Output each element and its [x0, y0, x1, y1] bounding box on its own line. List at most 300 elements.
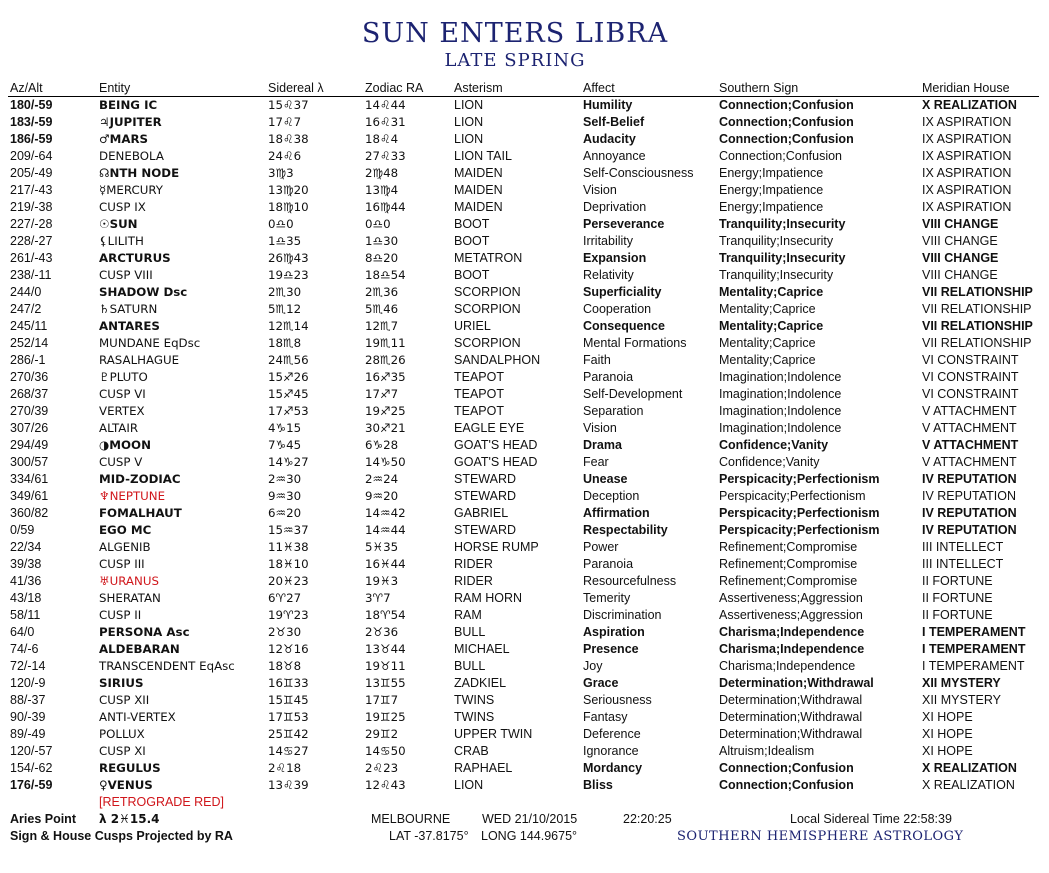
table-row	[8, 760, 1048, 777]
cell-southern-sign: Perspicacity;Perfectionism	[719, 523, 880, 537]
cell-zodiac-ra: 2♍48	[365, 166, 399, 180]
aries-point-value: λ 2♓15.4	[99, 812, 160, 826]
cell-sidereal-longitude: 5♏12	[268, 302, 302, 316]
retrograde-legend: [RETROGRADE RED]	[99, 795, 225, 809]
cell-asterism: URIEL	[454, 319, 491, 333]
cell-southern-sign: Tranquility;Insecurity	[719, 217, 846, 231]
cell-sidereal-longitude: 7♑45	[268, 438, 302, 452]
cell-asterism: SCORPION	[454, 336, 521, 350]
cell-entity: ◑MOON	[99, 438, 151, 452]
cell-sidereal-longitude: 6♒20	[268, 506, 302, 520]
cell-entity: ANTARES	[99, 319, 160, 333]
cell-entity: POLLUX	[99, 727, 145, 741]
cell-sidereal-longitude: 6♈27	[268, 591, 302, 605]
cell-meridian-house: IX ASPIRATION	[922, 200, 1012, 214]
cell-meridian-house: III INTELLECT	[922, 557, 1004, 571]
cell-sidereal-longitude: 0♎0	[268, 217, 294, 231]
cell-sidereal-longitude: 2♒30	[268, 472, 302, 486]
table-row	[8, 148, 1048, 165]
cell-sidereal-longitude: 15♊45	[268, 693, 309, 707]
cell-entity: ☿MERCURY	[99, 183, 164, 197]
cell-affect: Irritability	[583, 234, 634, 248]
cell-entity: ☉SUN	[99, 217, 138, 231]
table-row	[8, 488, 1048, 505]
cell-az-alt: 261/-43	[10, 251, 53, 265]
cell-asterism: STEWARD	[454, 523, 517, 537]
cell-az-alt: 74/-6	[10, 642, 39, 656]
cell-meridian-house: X REALIZATION	[922, 761, 1017, 775]
cell-affect: Ignorance	[583, 744, 639, 758]
column-header-meridian-house: Meridian House	[922, 81, 1010, 95]
cell-zodiac-ra: 5♓35	[365, 540, 399, 554]
cell-entity: ♂MARS	[99, 132, 149, 146]
cell-entity: SHERATAN	[99, 591, 161, 605]
cell-affect: Deception	[583, 489, 640, 503]
cell-affect: Aspiration	[583, 625, 645, 639]
cell-southern-sign: Assertiveness;Aggression	[719, 591, 863, 605]
cell-southern-sign: Energy;Impatience	[719, 166, 824, 180]
cell-affect: Paranoia	[583, 370, 634, 384]
cell-meridian-house: VIII CHANGE	[922, 217, 999, 231]
cell-az-alt: 180/-59	[10, 98, 53, 112]
cell-az-alt: 186/-59	[10, 132, 53, 146]
cell-sidereal-longitude: 18♌38	[268, 132, 309, 146]
cell-affect: Cooperation	[583, 302, 652, 316]
cell-zodiac-ra: 27♌33	[365, 149, 406, 163]
cell-affect: Superficiality	[583, 285, 662, 299]
cell-sidereal-longitude: 19♈23	[268, 608, 309, 622]
column-header-sidereal: Sidereal λ	[268, 81, 324, 95]
table-row	[8, 165, 1048, 182]
table-row	[8, 369, 1048, 386]
cell-southern-sign: Charisma;Independence	[719, 659, 856, 673]
cell-southern-sign: Connection;Confusion	[719, 98, 854, 112]
cell-sidereal-longitude: 15♐45	[268, 387, 309, 401]
cell-az-alt: 360/82	[10, 506, 49, 520]
cell-entity: ALGENIB	[99, 540, 151, 554]
cell-affect: Power	[583, 540, 619, 554]
longitude: LONG 144.9675°	[481, 829, 578, 843]
cell-southern-sign: Tranquility;Insecurity	[719, 251, 846, 265]
cell-zodiac-ra: 16♌31	[365, 115, 406, 129]
cell-meridian-house: VI CONSTRAINT	[922, 387, 1019, 401]
cell-meridian-house: V ATTACHMENT	[922, 404, 1017, 418]
cell-affect: Resourcefulness	[583, 574, 677, 588]
table-row	[8, 692, 1048, 709]
cell-asterism: TEAPOT	[454, 387, 505, 401]
cell-southern-sign: Connection;Confusion	[719, 778, 854, 792]
cell-southern-sign: Connection;Confusion	[719, 115, 854, 129]
cell-entity: CUSP IX	[99, 200, 146, 214]
cell-meridian-house: VII RELATIONSHIP	[922, 285, 1033, 299]
cell-entity: TRANSCENDENT EqAsc	[99, 659, 235, 673]
cell-az-alt: 217/-43	[10, 183, 53, 197]
cell-zodiac-ra: 28♏26	[365, 353, 406, 367]
cell-affect: Relativity	[583, 268, 634, 282]
table-row	[8, 437, 1048, 454]
table-row	[8, 471, 1048, 488]
aries-point-label: Aries Point	[10, 812, 76, 826]
cell-asterism: BOOT	[454, 217, 490, 231]
cell-entity: SHADOW Dsc	[99, 285, 188, 299]
cell-sidereal-longitude: 26♍43	[268, 251, 309, 265]
column-header-affect: Affect	[583, 81, 615, 95]
cell-meridian-house: VIII CHANGE	[922, 268, 998, 282]
cell-sidereal-longitude: 24♌6	[268, 149, 302, 163]
cell-asterism: LION TAIL	[454, 149, 512, 163]
cell-sidereal-longitude: 17♐53	[268, 404, 309, 418]
table-row	[8, 301, 1048, 318]
cell-sidereal-longitude: 3♍3	[268, 166, 294, 180]
cell-az-alt: 247/2	[10, 302, 42, 316]
cell-affect: Mental Formations	[583, 336, 687, 350]
cell-zodiac-ra: 8♎20	[365, 251, 399, 265]
cell-az-alt: 245/11	[10, 319, 48, 333]
column-header-asterism: Asterism	[454, 81, 503, 95]
table-row	[8, 420, 1048, 437]
cell-asterism: BOOT	[454, 268, 490, 282]
cell-southern-sign: Altruism;Idealism	[719, 744, 815, 758]
table-row	[8, 726, 1048, 743]
cell-sidereal-longitude: 17♌7	[268, 115, 302, 129]
cell-southern-sign: Connection;Confusion	[719, 149, 842, 163]
cell-southern-sign: Imagination;Indolence	[719, 387, 842, 401]
cell-sidereal-longitude: 2♉30	[268, 625, 302, 639]
table-row	[8, 403, 1048, 420]
cell-affect: Joy	[583, 659, 603, 673]
column-header-zodiac-ra: Zodiac RA	[365, 81, 424, 95]
cell-entity: CUSP VIII	[99, 268, 153, 282]
table-row	[8, 641, 1048, 658]
table-row	[8, 267, 1048, 284]
cell-az-alt: 238/-11	[10, 268, 52, 282]
cell-sidereal-longitude: 13♌39	[268, 778, 309, 792]
cell-zodiac-ra: 18♌4	[365, 132, 399, 146]
table-row	[8, 97, 1048, 114]
column-header-southern-sign: Southern Sign	[719, 81, 799, 95]
table-row	[8, 335, 1048, 352]
table-row	[8, 114, 1048, 131]
table-row	[8, 607, 1048, 624]
cell-affect: Temerity	[583, 591, 631, 605]
cell-affect: Deference	[583, 727, 641, 741]
cell-affect: Faith	[583, 353, 611, 367]
table-row	[8, 284, 1048, 301]
cell-asterism: MAIDEN	[454, 200, 503, 214]
cell-zodiac-ra: 1♎30	[365, 234, 399, 248]
cell-meridian-house: X REALIZATION	[922, 778, 1015, 792]
cell-affect: Bliss	[583, 778, 613, 792]
cell-affect: Expansion	[583, 251, 647, 265]
cell-meridian-house: V ATTACHMENT	[922, 438, 1019, 452]
cell-asterism: RAM	[454, 608, 482, 622]
cell-entity: BEING IC	[99, 98, 158, 112]
cell-asterism: LION	[454, 132, 484, 146]
cell-affect: Vision	[583, 421, 617, 435]
cell-meridian-house: VIII CHANGE	[922, 251, 999, 265]
cell-asterism: BOOT	[454, 234, 490, 248]
cell-meridian-house: IV REPUTATION	[922, 523, 1017, 537]
cell-sidereal-longitude: 18♍10	[268, 200, 309, 214]
cell-zodiac-ra: 19♐25	[365, 404, 406, 418]
cell-southern-sign: Refinement;Compromise	[719, 574, 858, 588]
cell-zodiac-ra: 9♒20	[365, 489, 399, 503]
cell-asterism: LION	[454, 778, 484, 792]
cell-southern-sign: Perspicacity;Perfectionism	[719, 489, 866, 503]
cell-asterism: MICHAEL	[454, 642, 510, 656]
cell-az-alt: 209/-64	[10, 149, 53, 163]
cell-zodiac-ra: 12♌43	[365, 778, 406, 792]
table-header	[8, 81, 1039, 97]
cell-sidereal-longitude: 12♉16	[268, 642, 309, 656]
cell-az-alt: 88/-37	[10, 693, 46, 707]
cell-entity: ⚸LILITH	[99, 234, 144, 248]
column-header-az-alt: Az/Alt	[10, 81, 43, 95]
cell-meridian-house: V ATTACHMENT	[922, 455, 1017, 469]
cell-az-alt: 307/26	[10, 421, 49, 435]
cell-sidereal-longitude: 2♌18	[268, 761, 302, 775]
cell-southern-sign: Mentality;Caprice	[719, 302, 816, 316]
cell-sidereal-longitude: 1♎35	[268, 234, 302, 248]
table-row	[8, 590, 1048, 607]
cell-sidereal-longitude: 20♓23	[268, 574, 309, 588]
cell-zodiac-ra: 17♐7	[365, 387, 399, 401]
table-row	[8, 522, 1048, 539]
cell-az-alt: 219/-38	[10, 200, 53, 214]
cell-affect: Audacity	[583, 132, 636, 146]
cell-az-alt: 334/61	[10, 472, 49, 486]
cell-asterism: TWINS	[454, 693, 495, 707]
cell-entity: VERTEX	[99, 404, 145, 418]
cell-affect: Discrimination	[583, 608, 662, 622]
table-row	[8, 352, 1048, 369]
cell-zodiac-ra: 2♉36	[365, 625, 399, 639]
cell-southern-sign: Imagination;Indolence	[719, 421, 842, 435]
cell-zodiac-ra: 2♌23	[365, 761, 399, 775]
cell-sidereal-longitude: 15♒37	[268, 523, 309, 537]
ephemeris-table	[8, 97, 1048, 794]
cell-affect: Self-Development	[583, 387, 683, 401]
table-row	[8, 250, 1048, 267]
cell-zodiac-ra: 13♍4	[365, 183, 399, 197]
cell-asterism: BULL	[454, 659, 486, 673]
brand-name: SOUTHERN HEMISPHERE ASTROLOGY	[677, 829, 964, 844]
date: WED 21/10/2015	[482, 812, 578, 826]
table-row	[8, 743, 1048, 760]
cell-southern-sign: Confidence;Vanity	[719, 438, 829, 452]
cell-entity: ♀VENUS	[99, 778, 153, 792]
cell-sidereal-longitude: 13♍20	[268, 183, 309, 197]
cell-affect: Respectability	[583, 523, 668, 537]
cell-sidereal-longitude: 11♓38	[268, 540, 309, 554]
cell-affect: Fantasy	[583, 710, 628, 724]
cell-sidereal-longitude: 15♐26	[268, 370, 309, 384]
cell-zodiac-ra: 19♓3	[365, 574, 399, 588]
cell-zodiac-ra: 12♏7	[365, 319, 399, 333]
cell-az-alt: 349/61	[10, 489, 49, 503]
cell-zodiac-ra: 18♈54	[365, 608, 406, 622]
table-row	[8, 233, 1048, 250]
cell-az-alt: 39/38	[10, 557, 42, 571]
cell-zodiac-ra: 14♋50	[365, 744, 406, 758]
cell-az-alt: 58/11	[10, 608, 41, 622]
cell-southern-sign: Mentality;Caprice	[719, 285, 824, 299]
cell-southern-sign: Refinement;Compromise	[719, 557, 858, 571]
cell-zodiac-ra: 16♐35	[365, 370, 406, 384]
cell-az-alt: 64/0	[10, 625, 35, 639]
cell-az-alt: 89/-49	[10, 727, 46, 741]
cell-zodiac-ra: 2♏36	[365, 285, 399, 299]
cell-zodiac-ra: 6♑28	[365, 438, 399, 452]
cell-zodiac-ra: 19♉11	[365, 659, 406, 673]
cell-asterism: TWINS	[454, 710, 495, 724]
cell-meridian-house: XII MYSTERY	[922, 676, 1001, 690]
cell-zodiac-ra: 14♒44	[365, 523, 406, 537]
table-row	[8, 318, 1048, 335]
cell-entity: PERSONA Asc	[99, 625, 190, 639]
cell-asterism: TEAPOT	[454, 370, 505, 384]
cell-southern-sign: Confidence;Vanity	[719, 455, 820, 469]
cell-asterism: GOAT'S HEAD	[454, 438, 538, 452]
cell-zodiac-ra: 2♒24	[365, 472, 399, 486]
cell-southern-sign: Mentality;Caprice	[719, 353, 816, 367]
cell-zodiac-ra: 5♏46	[365, 302, 399, 316]
cell-entity: CUSP V	[99, 455, 143, 469]
cell-asterism: MAIDEN	[454, 183, 503, 197]
cell-asterism: SANDALPHON	[454, 353, 541, 367]
cell-asterism: GABRIEL	[454, 506, 509, 520]
cell-az-alt: 300/57	[10, 455, 49, 469]
table-row	[8, 709, 1048, 726]
cell-meridian-house: VII RELATIONSHIP	[922, 302, 1032, 316]
cell-southern-sign: Mentality;Caprice	[719, 319, 824, 333]
cell-affect: Annoyance	[583, 149, 646, 163]
cell-az-alt: 227/-28	[10, 217, 53, 231]
cell-entity: ANTI-VERTEX	[99, 710, 176, 724]
cell-affect: Humility	[583, 98, 633, 112]
cell-affect: Self-Consciousness	[583, 166, 694, 180]
cell-sidereal-longitude: 25♊42	[268, 727, 309, 741]
cell-entity: EGO MC	[99, 523, 152, 537]
cell-az-alt: 244/0	[10, 285, 42, 299]
cell-zodiac-ra: 14♑50	[365, 455, 406, 469]
cell-meridian-house: VI CONSTRAINT	[922, 353, 1019, 367]
cell-entity: ♃JUPITER	[99, 115, 162, 129]
cell-meridian-house: IV REPUTATION	[922, 506, 1017, 520]
cell-southern-sign: Determination;Withdrawal	[719, 676, 874, 690]
cell-meridian-house: II FORTUNE	[922, 591, 993, 605]
cell-zodiac-ra: 19♊25	[365, 710, 406, 724]
cell-entity: SIRIUS	[99, 676, 144, 690]
cell-sidereal-longitude: 14♋27	[268, 744, 309, 758]
cell-meridian-house: I TEMPERAMENT	[922, 659, 1025, 673]
cell-entity: ALTAIR	[99, 421, 139, 435]
cell-zodiac-ra: 14♒42	[365, 506, 406, 520]
cell-entity: ARCTURUS	[99, 251, 171, 265]
cell-meridian-house: IV REPUTATION	[922, 489, 1016, 503]
table-row	[8, 386, 1048, 403]
cell-affect: Seriousness	[583, 693, 652, 707]
table-row	[8, 658, 1048, 675]
cell-affect: Drama	[583, 438, 622, 452]
cell-asterism: STEWARD	[454, 472, 517, 486]
table-row	[8, 675, 1048, 692]
cell-sidereal-longitude: 17♊53	[268, 710, 309, 724]
cell-entity: CUSP XII	[99, 693, 150, 707]
cell-meridian-house: IX ASPIRATION	[922, 115, 1012, 129]
cell-asterism: BULL	[454, 625, 486, 639]
cell-zodiac-ra: 19♏11	[365, 336, 406, 350]
cell-affect: Fear	[583, 455, 609, 469]
cell-southern-sign: Imagination;Indolence	[719, 370, 842, 384]
cell-zodiac-ra: 16♓44	[365, 557, 406, 571]
cell-affect: Deprivation	[583, 200, 647, 214]
cell-affect: Perseverance	[583, 217, 665, 231]
cell-sidereal-longitude: 24♏56	[268, 353, 309, 367]
location: MELBOURNE	[371, 812, 451, 826]
cell-az-alt: 205/-49	[10, 166, 53, 180]
cell-zodiac-ra: 16♍44	[365, 200, 406, 214]
table-row	[8, 216, 1048, 233]
projection-note: Sign & House Cusps Projected by RA	[10, 829, 233, 843]
cell-entity: MID-ZODIAC	[99, 472, 181, 486]
cell-affect: Unease	[583, 472, 628, 486]
table-row	[8, 182, 1048, 199]
cell-entity: DENEBOLA	[99, 149, 164, 163]
cell-southern-sign: Imagination;Indolence	[719, 404, 842, 418]
cell-az-alt: 72/-14	[10, 659, 46, 673]
cell-entity: RASALHAGUE	[99, 353, 180, 367]
cell-az-alt: 228/-27	[10, 234, 53, 248]
cell-meridian-house: IV REPUTATION	[922, 472, 1017, 486]
cell-meridian-house: X REALIZATION	[922, 98, 1017, 112]
cell-asterism: RAPHAEL	[454, 761, 513, 775]
cell-az-alt: 120/-57	[10, 744, 53, 758]
cell-sidereal-longitude: 9♒30	[268, 489, 302, 503]
cell-sidereal-longitude: 18♏8	[268, 336, 302, 350]
cell-southern-sign: Assertiveness;Aggression	[719, 608, 863, 622]
cell-zodiac-ra: 30♐21	[365, 421, 406, 435]
table-row	[8, 131, 1048, 148]
cell-meridian-house: XI HOPE	[922, 710, 973, 724]
cell-meridian-house: VII RELATIONSHIP	[922, 336, 1032, 350]
cell-asterism: RIDER	[454, 557, 493, 571]
cell-entity: ☊NTH NODE	[99, 166, 180, 180]
cell-asterism: UPPER TWIN	[454, 727, 533, 741]
cell-asterism: RAM HORN	[454, 591, 523, 605]
cell-az-alt: 286/-1	[10, 353, 46, 367]
cell-entity: CUSP III	[99, 557, 145, 571]
cell-southern-sign: Tranquility;Insecurity	[719, 234, 834, 248]
table-row	[8, 624, 1048, 641]
cell-meridian-house: I TEMPERAMENT	[922, 625, 1026, 639]
cell-az-alt: 183/-59	[10, 115, 53, 129]
cell-asterism: CRAB	[454, 744, 489, 758]
cell-zodiac-ra: 18♎54	[365, 268, 406, 282]
cell-az-alt: 41/36	[10, 574, 42, 588]
cell-zodiac-ra: 13♉44	[365, 642, 406, 656]
cell-meridian-house: IX ASPIRATION	[922, 132, 1012, 146]
cell-southern-sign: Connection;Confusion	[719, 761, 854, 775]
cell-entity: MUNDANE EqDsc	[99, 336, 201, 350]
table-row	[8, 199, 1048, 216]
cell-entity: CUSP XI	[99, 744, 146, 758]
column-header-entity: Entity	[99, 81, 131, 95]
cell-southern-sign: Determination;Withdrawal	[719, 727, 863, 741]
cell-meridian-house: I TEMPERAMENT	[922, 642, 1026, 656]
cell-asterism: ZADKIEL	[454, 676, 507, 690]
cell-affect: Affirmation	[583, 506, 650, 520]
